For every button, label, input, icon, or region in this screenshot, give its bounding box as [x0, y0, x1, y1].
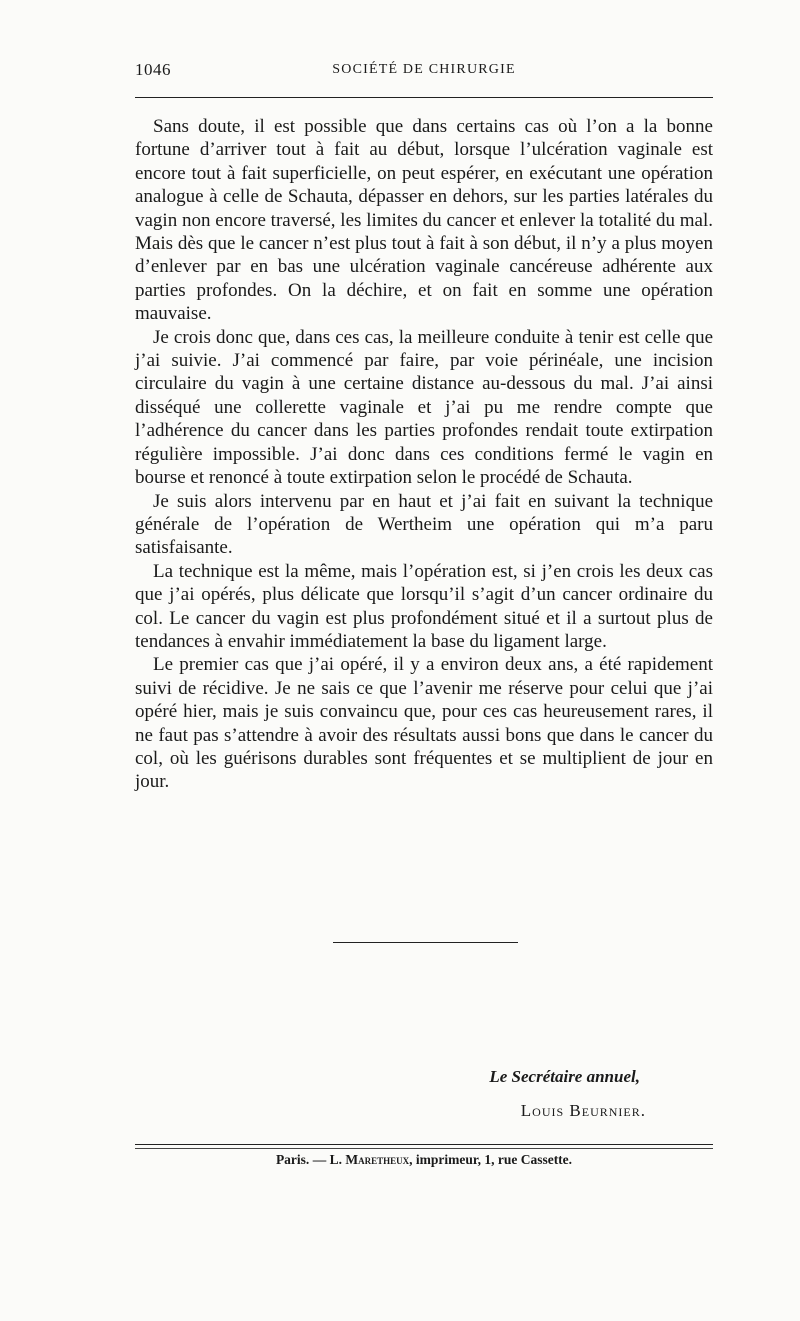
footer-rule-secondary: [135, 1148, 713, 1149]
imprint-printer: Maretheux: [345, 1152, 410, 1167]
page-number: 1046: [135, 60, 171, 79]
paragraph: La technique est la même, mais l’opération est, si j’en crois les deux cas que j’ai opérés, plus délicate que lorsqu’il s’agit d’un cancer ordinaire du col. Le cancer du vagin est plus profondément situé et il a surtout plus de tendances à envahir immédiatement la base du ligament large.: [135, 560, 713, 652]
paragraph: Je suis alors intervenu par en haut et j’ai fait en suivant la technique générale de l’opération de Wertheim une opération qui m’a paru satisfaisante.: [135, 490, 713, 559]
imprint-address: , imprimeur, 1, rue Cassette.: [409, 1152, 573, 1167]
paragraph: Je crois donc que, dans ces cas, la meilleure conduite à tenir est celle que j’ai suivie. J’ai commencé par faire, par voie périnéale, une incision circulaire du vagin à une certaine distance au-dessous du mal. J’ai ainsi disséqué une collerette vaginale et j’ai pu me rendre compte que l’adhérence du cancer dans les parties profondes rendait toute extirpation régulière impossible. J’ai donc dans ces conditions fermé le vagin en bourse et renoncé à toute extirpation selon le procédé de Schauta.: [135, 326, 713, 489]
signature-title: Le Secrétaire annuel,: [489, 1067, 640, 1086]
footer-rule: [135, 1144, 713, 1145]
imprint-city: Paris.: [275, 1152, 310, 1167]
signature-name: Louis Beurnier.: [520, 1101, 646, 1120]
paragraph: Sans doute, il est possible que dans certains cas où l’on a la bonne fortune d’arriver tout à fait au début, lorsque l’ulcération vaginale est encore tout à fait superficielle, on peut espérer, en exécutant une opération analogue à celle de Schauta, dépasser en dehors, sur les parties latérales du vagin non encore traversé, les limites du cancer et enlever la totalité du mal. Mais dès que le cancer n’est plus tout à fait à son début, il n’y a plus moyen d’enlever par en bas une ulcération vaginale cancéreuse adhérente aux parties profondes. On la déchire, et on fait en somme une opération mauvaise.: [135, 116, 713, 325]
section-end-rule: [333, 942, 518, 943]
header-rule: [135, 97, 713, 98]
signature-block: [489, 1060, 646, 1128]
running-head: SOCIÉTÉ DE CHIRURGIE: [332, 62, 516, 77]
printer-imprint: [135, 1152, 713, 1168]
imprint-dash: — L.: [309, 1152, 346, 1167]
paragraph: Le premier cas que j’ai opéré, il y a environ deux ans, a été rapidement suivi de récidive. Je ne sais ce que l’avenir me réserve pour celui que j’ai opéré hier, mais je suis convaincu que, pour ces cas heureusement rares, il ne faut pas s’attendre à avoir des résultats aussi bons que dans le cancer du col, où les guérisons durables sont fréquentes et se multiplient de jour en jour.: [135, 654, 713, 793]
body-text: [135, 115, 713, 794]
page-header: [135, 60, 713, 82]
